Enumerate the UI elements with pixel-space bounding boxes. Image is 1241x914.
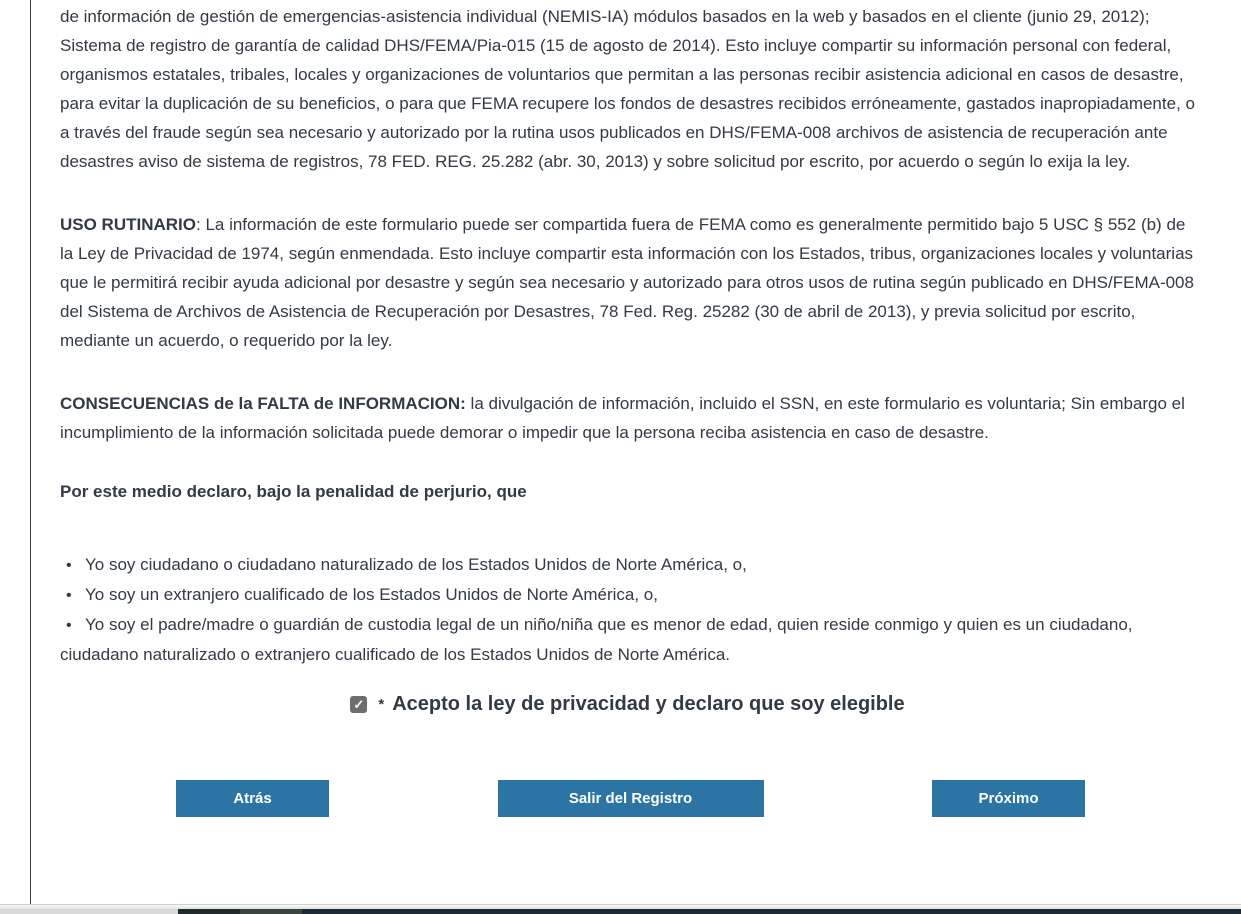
declaration-list: [60, 550, 1195, 669]
privacy-act-form-panel: [30, 0, 1241, 905]
intro-paragraph-text: de información de gestión de emergencias-asistencia individual (NEMIS-IA) módulos basados en la web y basados en el cliente (junio 29, 2012); Sistema de registro de garantía de calidad DHS/FEMA/Pia-015 (15 de agosto de 2014). Esto incluye compartir su información personal con federal, organismos estatales, tribales, locales y organizaciones de voluntarios que permitan a las personas recibir asistencia adicional en casos de desastre, para evitar la duplicación de su beneficios, o para que FEMA recupere los fondos de desastres recibidos erróneamente, gastados inapropiadamente, o a través del fraude según sea necesario y autorizado por la rutina usos publicados en DHS/FEMA-008 archivos de asistencia de recuperación ante desastres aviso de sistema de registros, 78 FED. REG. 25.282 (abr. 30, 2013) y sobre solicitud por escrito, por acuerdo o según lo exija la ley.: [60, 7, 1195, 171]
taskbar[interactable]: [0, 909, 1241, 914]
declaration-item-parent-guardian: [60, 610, 1195, 669]
routine-use-paragraph: [60, 210, 1195, 355]
back-button[interactable]: Atrás: [176, 780, 329, 817]
taskbar-app-segment[interactable]: [178, 909, 240, 914]
privacy-accept-label: Acepto la ley de privacidad y declaro que soy elegible: [392, 693, 905, 715]
declaration-item-text: Yo soy ciudadano o ciudadano naturalizado de los Estados Unidos de Norte América, o,: [85, 555, 747, 574]
privacy-accept-checkbox[interactable]: [350, 696, 367, 713]
routine-use-label: USO RUTINARIO: [60, 215, 196, 234]
consequences-paragraph: [60, 389, 1195, 447]
next-button[interactable]: Próximo: [932, 780, 1085, 817]
exit-registration-button[interactable]: Salir del Registro: [498, 780, 764, 817]
declaration-item-qualified-alien: [60, 580, 1195, 610]
privacy-accept-row: [60, 693, 1195, 716]
declaration-item-citizen: [60, 550, 1195, 580]
consequences-text: la divulgación de información, incluido el SSN, en este formulario es voluntaria; Sin embargo el incumplimiento de la información solicitada puede demorar o impedir que la persona reciba asistencia en caso de desastre.: [60, 394, 1185, 442]
required-asterisk: *: [378, 696, 385, 713]
check-icon: ✓: [353, 697, 365, 712]
form-navigation-buttons: [60, 780, 1195, 817]
declaration-heading: Por este medio declaro, bajo la penalidad de perjurio, que: [60, 482, 527, 501]
declaration-item-text: Yo soy el padre/madre o guardián de custodia legal de un niño/niña que es menor de edad, quien reside conmigo y quien es un ciudadano, ciudadano naturalizado o extranjero cualificado de los Estados Unidos de Norte América.: [60, 615, 1133, 664]
intro-paragraph: [60, 2, 1195, 176]
routine-use-text: : La información de este formulario puede ser compartida fuera de FEMA como es generalmente permitido bajo 5 USC § 552 (b) de la Ley de Privacidad de 1974, según enmendada. Esto incluye compartir esta información con los Estados, tribus, organizaciones locales y voluntarias que le permitirá recibir ayuda adicional por desastre y según sea necesario y autorizado para otros usos de rutina según publicado en DHS/FEMA-008 del Sistema de Archivos de Asistencia de Recuperación por Desastres, 78 Fed. Reg. 25282 (30 de abril de 2013), y previa solicitud por escrito, mediante un acuerdo, o requerido por la ley.: [60, 215, 1194, 350]
declaration-item-text: Yo soy un extranjero cualificado de los Estados Unidos de Norte América, o,: [85, 585, 658, 604]
taskbar-active-app-segment[interactable]: [240, 909, 302, 914]
consequences-label: CONSECUENCIAS de la FALTA de INFORMACION:: [60, 394, 466, 413]
taskbar-left-segment: [0, 909, 178, 914]
